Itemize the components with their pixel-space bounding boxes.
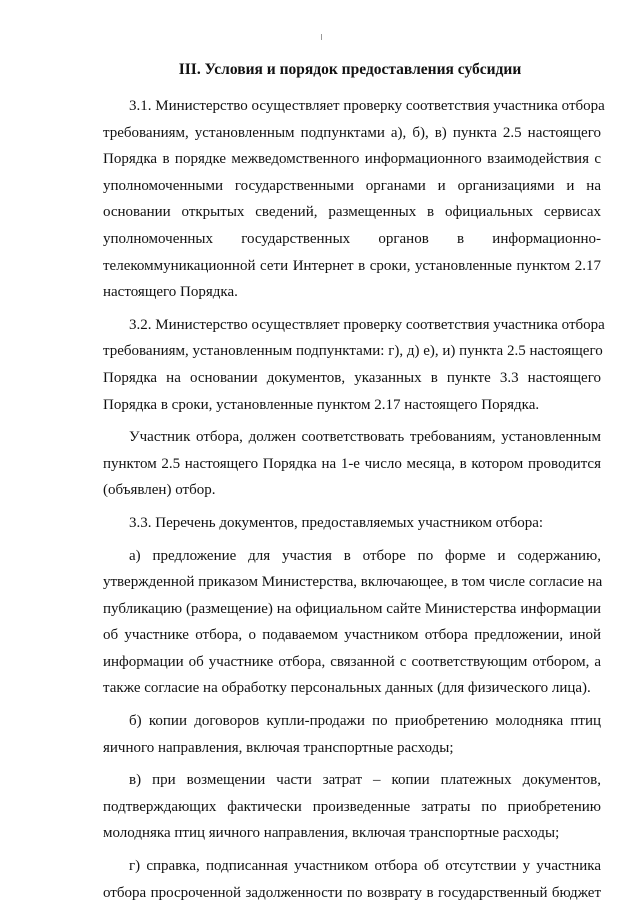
text-line: молодняка птиц яичного направления, включая транспортные расходы; [103, 825, 560, 842]
scan-artifact [321, 34, 322, 40]
text-line: в) при возмещении части затрат – копии платежных документов, [129, 772, 601, 789]
text-line: 3.1. Министерство осуществляет проверку соответствия участника отбора [129, 98, 605, 114]
paragraph-3-3 [103, 510, 601, 537]
document-body [103, 93, 605, 912]
paragraph-item-a [103, 543, 601, 703]
text-line: г) справка, подписанная участником отбора об отсутствии у участника [129, 858, 601, 875]
text-line: Порядка на основании документов, указанных в пункте 3.3 настоящего [103, 369, 601, 386]
text-line: об участнике отбора, о подаваемом участником отбора предложении, иной [103, 627, 601, 644]
text-line: уполномоченными государственными органами и организациями и на [103, 177, 601, 194]
text-line: Участник отбора, должен соответствовать требованиям, установленным [129, 429, 601, 446]
text-line: отбора просроченной задолженности по возврату в государственный бюджет [103, 884, 601, 901]
text-line: Порядка в сроки, установленные пунктом 2.17 настоящего Порядка. [103, 396, 540, 413]
text-line: уполномоченных государственных органов в информационно- [103, 230, 601, 247]
paragraph-3-2 [103, 312, 605, 418]
paragraph-item-b [103, 708, 601, 761]
text-line: требованиям, установленным подпунктами а), б), в) пункта 2.5 настоящего [103, 124, 601, 141]
text-line: настоящего Порядка. [103, 284, 238, 301]
text-line: пунктом 2.5 настоящего Порядка на 1-е число месяца, в котором проводится [103, 455, 601, 472]
text-line: б) копии договоров купли-продажи по приобретению молодняка птиц [129, 713, 601, 730]
text-line: 3.2. Министерство осуществляет проверку соответствия участника отбора [129, 316, 605, 333]
text-line: утвержденной приказом Министерства, включающее, в том числе согласие на [103, 574, 603, 591]
text-line: требованиям, установленным подпунктами: г), д) е), и) пункта 2.5 настоящего [103, 343, 603, 360]
text-line: публикацию (размещение) на официальном сайте Министерства информации [103, 600, 601, 617]
paragraph-participant [103, 424, 601, 504]
text-line: (объявлен) отбор. [103, 482, 216, 499]
paragraph-item-g [103, 853, 601, 906]
text-line: основании открытых сведений, размещенных в официальных сервисах [103, 204, 601, 221]
text-line: информации об участнике отбора, связанной с соответствующим отбором, а [103, 653, 601, 670]
text-line: также согласие на обработку персональных данных (для физического лица). [103, 680, 591, 697]
section-title: III. Условия и порядок предоставления субсидии [178, 61, 522, 78]
text-line: а) предложение для участия в отборе по форме и содержанию, [129, 547, 601, 564]
text-line: подтверждающих фактически произведенные затраты по приобретению [103, 798, 601, 815]
text-line: 3.3. Перечень документов, предоставляемых участником отбора: [129, 514, 544, 531]
paragraph-3-1 [103, 93, 605, 306]
text-line: яичного направления, включая транспортные расходы; [103, 739, 454, 756]
text-line: телекоммуникационной сети Интернет в сроки, установленные пунктом 2.17 [103, 257, 601, 274]
paragraph-item-v [103, 767, 601, 847]
text-line: Порядка в порядке межведомственного информационного взаимодействия с [103, 151, 601, 168]
